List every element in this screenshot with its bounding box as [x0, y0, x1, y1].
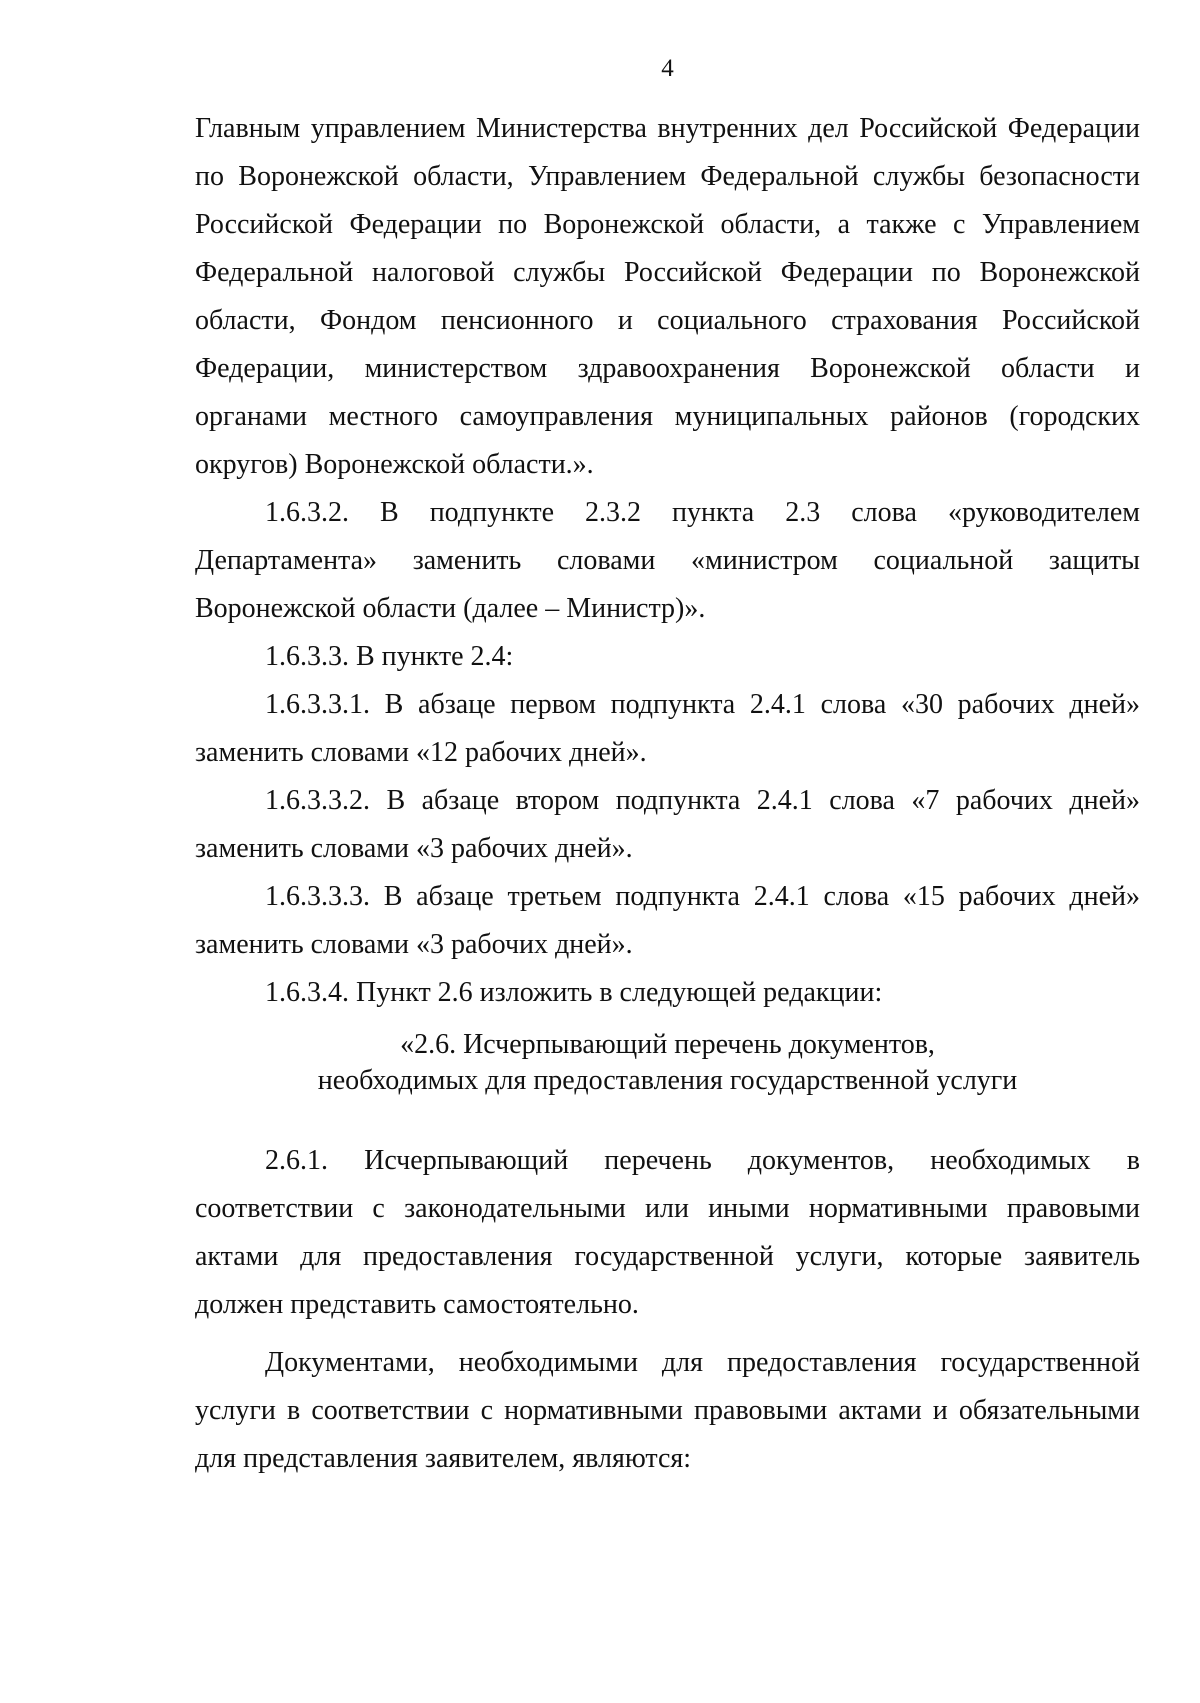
heading-line-1: «2.6. Исчерпывающий перечень документов, [400, 1029, 935, 1060]
paragraph-documents-list-intro: Документами, необходимыми для предоставления государственной услуги в соответствии с нормативными правовыми актами и обязательными для представления заявителем, являются: [195, 1347, 1140, 1474]
paragraph-1-6-3-4: 1.6.3.4. Пункт 2.6 изложить в следующей редакции: [265, 977, 883, 1008]
paragraph-1-6-3-3-3: 1.6.3.3.3. В абзаце третьем подпункта 2.4.1 слова «15 рабочих дней» заменить словами «3 рабочих дней». [195, 881, 1140, 960]
paragraph-1-6-3-3-1: 1.6.3.3.1. В абзаце первом подпункта 2.4.1 слова «30 рабочих дней» заменить словами «12 рабочих дней». [195, 689, 1140, 768]
paragraph-1-6-3-3: 1.6.3.3. В пункте 2.4: [265, 641, 514, 672]
section-heading-2-6 [195, 1027, 1140, 1099]
paragraph-2-6-1: 2.6.1. Исчерпывающий перечень документов, необходимых в соответствии с законодательными или иными нормативными правовыми актами для предоставления государственной услуги, которые заявитель должен представить самостоятельно. [195, 1145, 1140, 1320]
document-body [195, 105, 1140, 1483]
paragraph-1-6-3-3-2: 1.6.3.3.2. В абзаце втором подпункта 2.4.1 слова «7 рабочих дней» заменить словами «3 рабочих дней». [195, 785, 1140, 864]
heading-line-2: необходимых для предоставления государственной услуги [317, 1065, 1018, 1096]
page-number: 4 [661, 55, 674, 82]
paragraph-continuation: Главным управлением Министерства внутренних дел Российской Федерации по Воронежской области, Управлением Федеральной службы безопасности Российской Федерации по Воронежской области, а также с Управлением Федеральной налоговой службы Российской Федерации по Воронежской области, Фондом пенсионного и социального страхования Российской Федерации, министерством здравоохранения Воронежской области и органами местного самоуправления муниципальных районов (городских округов) Воронежской области.». [195, 113, 1140, 480]
paragraph-1-6-3-2: 1.6.3.2. В подпункте 2.3.2 пункта 2.3 слова «руководителем Департамента» заменить словами «министром социальной защиты Воронежской области (далее – Министр)». [195, 497, 1140, 624]
